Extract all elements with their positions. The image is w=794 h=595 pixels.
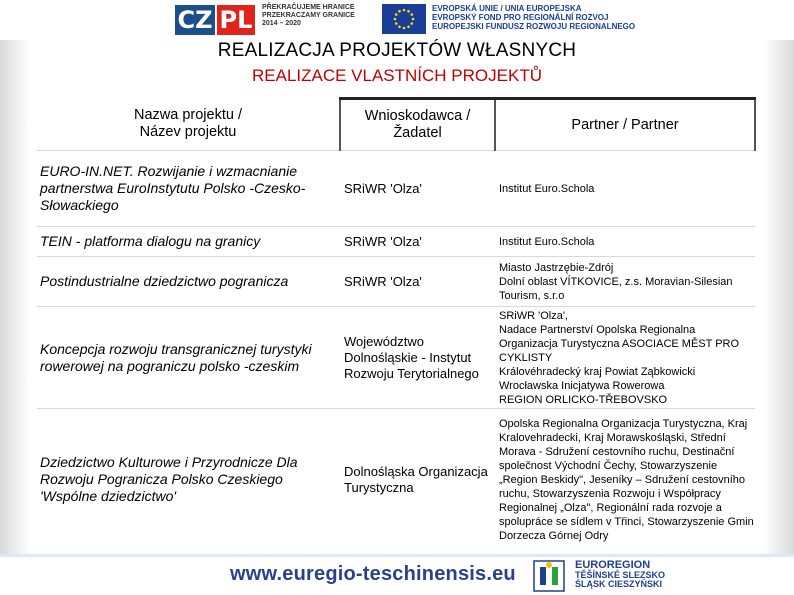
table-row	[37, 257, 755, 307]
eu-line: EVROPSKÝ FOND PRO REGIONÁLNÍ ROZVOJ	[432, 13, 609, 22]
euregio-logo-icon	[530, 557, 570, 595]
partner-cell: Institut Euro.Schola	[495, 227, 755, 257]
applicant-cell: SRiWR 'Olza'	[340, 257, 495, 307]
euregio-text	[575, 561, 665, 589]
eu-line: EUROPEJSKI FUNDUSZ ROZWOJU REGIONALNEGO	[432, 22, 636, 31]
applicant-cell: SRiWR 'Olza'	[340, 151, 495, 227]
footer	[0, 557, 794, 595]
program-line: 2014 – 2020	[262, 20, 301, 27]
logo-pl-block: PL	[217, 5, 255, 35]
table-row	[37, 227, 755, 257]
table-header-row	[37, 99, 755, 151]
eu-text	[432, 4, 652, 31]
euregio-title: EUROREGION	[575, 559, 651, 571]
table-row	[37, 151, 755, 227]
eu-flag-icon	[382, 4, 426, 34]
program-line: PŘEKRAČUJEME HRANICE	[262, 4, 355, 11]
project-name-cell: EURO-IN.NET. Rozwijanie i wzmacnianie partnerstwa EuroInstytutu Polsko -Czesko-Słowackiego	[37, 151, 340, 227]
partner-cell: Miasto Jastrzębie-Zdrój Dolní oblast VÍTKOVICE, z.s. Moravian-Silesian Tourism, s.r.o	[495, 257, 755, 307]
applicant-cell: SRiWR 'Olza'	[340, 227, 495, 257]
partner-cell: SRiWR 'Olza', Nadace Partnerství Opolska Regionalna Organizacja Turystyczna ASOCIACE MĚST PRO CYKLISTY Královéhradecký kraj Powiat Ząbkowicki Wrocławska Inicjatywa Rowerowa REGION ORLICKO-TŘEBOVSKO	[495, 307, 755, 409]
header-partner: Partner / Partner	[495, 99, 755, 151]
euregio-line: TĚŠÍNSKÉ SLEZSKO	[575, 570, 666, 580]
page-title-pl: REALIZACJA PROJEKTÓW WŁASNYCH	[217, 40, 577, 61]
program-line: PRZEKRACZAMY GRANICE	[262, 12, 355, 19]
logo-cz-block: CZ	[175, 5, 215, 35]
eu-line: EVROPSKÁ UNIE / UNIA EUROPEJSKA	[432, 4, 582, 13]
project-name-cell: Dziedzictwo Kulturowe i Przyrodnicze Dla Rozwoju Pogranicza Polsko Czeskiego 'Wspólne dziedzictwo'	[37, 409, 340, 551]
table-row	[37, 307, 755, 409]
table-row	[37, 409, 755, 551]
website-link[interactable]: www.euregio-teschinensis.eu	[230, 563, 516, 585]
applicant-cell: Dolnośląska Organizacja Turystyczna	[340, 409, 495, 551]
euregio-line: ŚLĄSK CIESZYŃSKI	[575, 579, 663, 589]
project-name-cell: TEIN - platforma dialogu na granicy	[37, 227, 340, 257]
header-applicant: Wnioskodawca / Žadatel	[340, 99, 495, 151]
project-name-cell: Postindustrialne dziedzictwo pogranicza	[37, 257, 340, 307]
projects-table	[37, 97, 756, 551]
applicant-cell: Województwo Dolnośląskie - Instytut Rozwoju Terytorialnego	[340, 307, 495, 409]
project-name-cell: Koncepcja rozwoju transgranicznej turystyki rowerowej na pograniczu polsko -czeskim	[37, 307, 340, 409]
page-title-cz: REALIZACE VLASTNÍCH PROJEKTŮ	[251, 66, 542, 85]
header	[0, 0, 794, 40]
cz-pl-logo	[175, 4, 255, 36]
header-project-name: Nazwa projektu / Název projektu	[134, 107, 242, 141]
partner-cell: Opolska Regionalna Organizacja Turystyczna, Kraj Kralovehradecki, Kraj Morawskośląski, Střední Morava - Sdružení cestovního ruchu, Destinační společnost Východní Čechy, Stowarzyszenie „Region Beskidy", Jeseníky – Sdružení cestovního ruchu, Stowarzyszenia Rozwoju i Współpracy Regionalnej „Olza", Regionální rada rozvoje a spolupráce se sídlem v Třinci, Stowarzyszenie Gmin Dorzecza Górnej Odry	[495, 409, 755, 551]
program-text	[262, 4, 374, 28]
partner-cell: Institut Euro.Schola	[495, 151, 755, 227]
